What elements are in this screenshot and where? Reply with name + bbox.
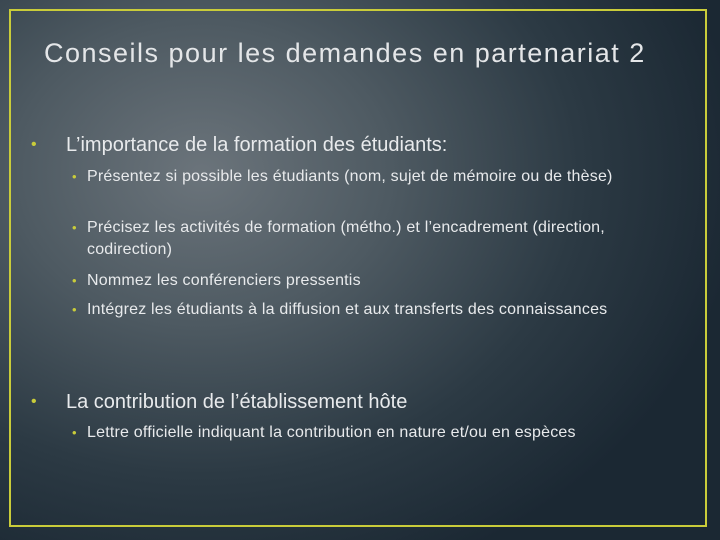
bullet-icon: • <box>31 393 37 410</box>
bullet-icon: • <box>31 136 37 153</box>
subbullet-text: Présentez si possible les étudiants (nom, sujet de mémoire ou de thèse) <box>87 168 613 185</box>
subbullet-text: Précisez les activités de formation (métho.) et l’encadrement (direction, codirection) <box>87 219 605 258</box>
bullet-icon: • <box>72 302 77 317</box>
bullet-icon: • <box>72 425 77 440</box>
bullet-text: La contribution de l’établissement hôte <box>66 391 408 413</box>
bullet-icon: • <box>72 273 77 288</box>
bullet-icon: • <box>72 220 77 235</box>
subbullet-text: Intégrez les étudiants à la diffusion et aux transferts des connaissances <box>87 301 608 318</box>
subbullet-text: Nommez les conférenciers pressentis <box>87 272 361 289</box>
bullet-icon: • <box>72 169 77 184</box>
subbullet-text: Lettre officielle indiquant la contribution en nature et/ou en espèces <box>87 424 576 441</box>
slide-title: Conseils pour les demandes en partenariat 2 <box>44 38 646 68</box>
bullet-text: L’importance de la formation des étudiants: <box>66 134 448 156</box>
